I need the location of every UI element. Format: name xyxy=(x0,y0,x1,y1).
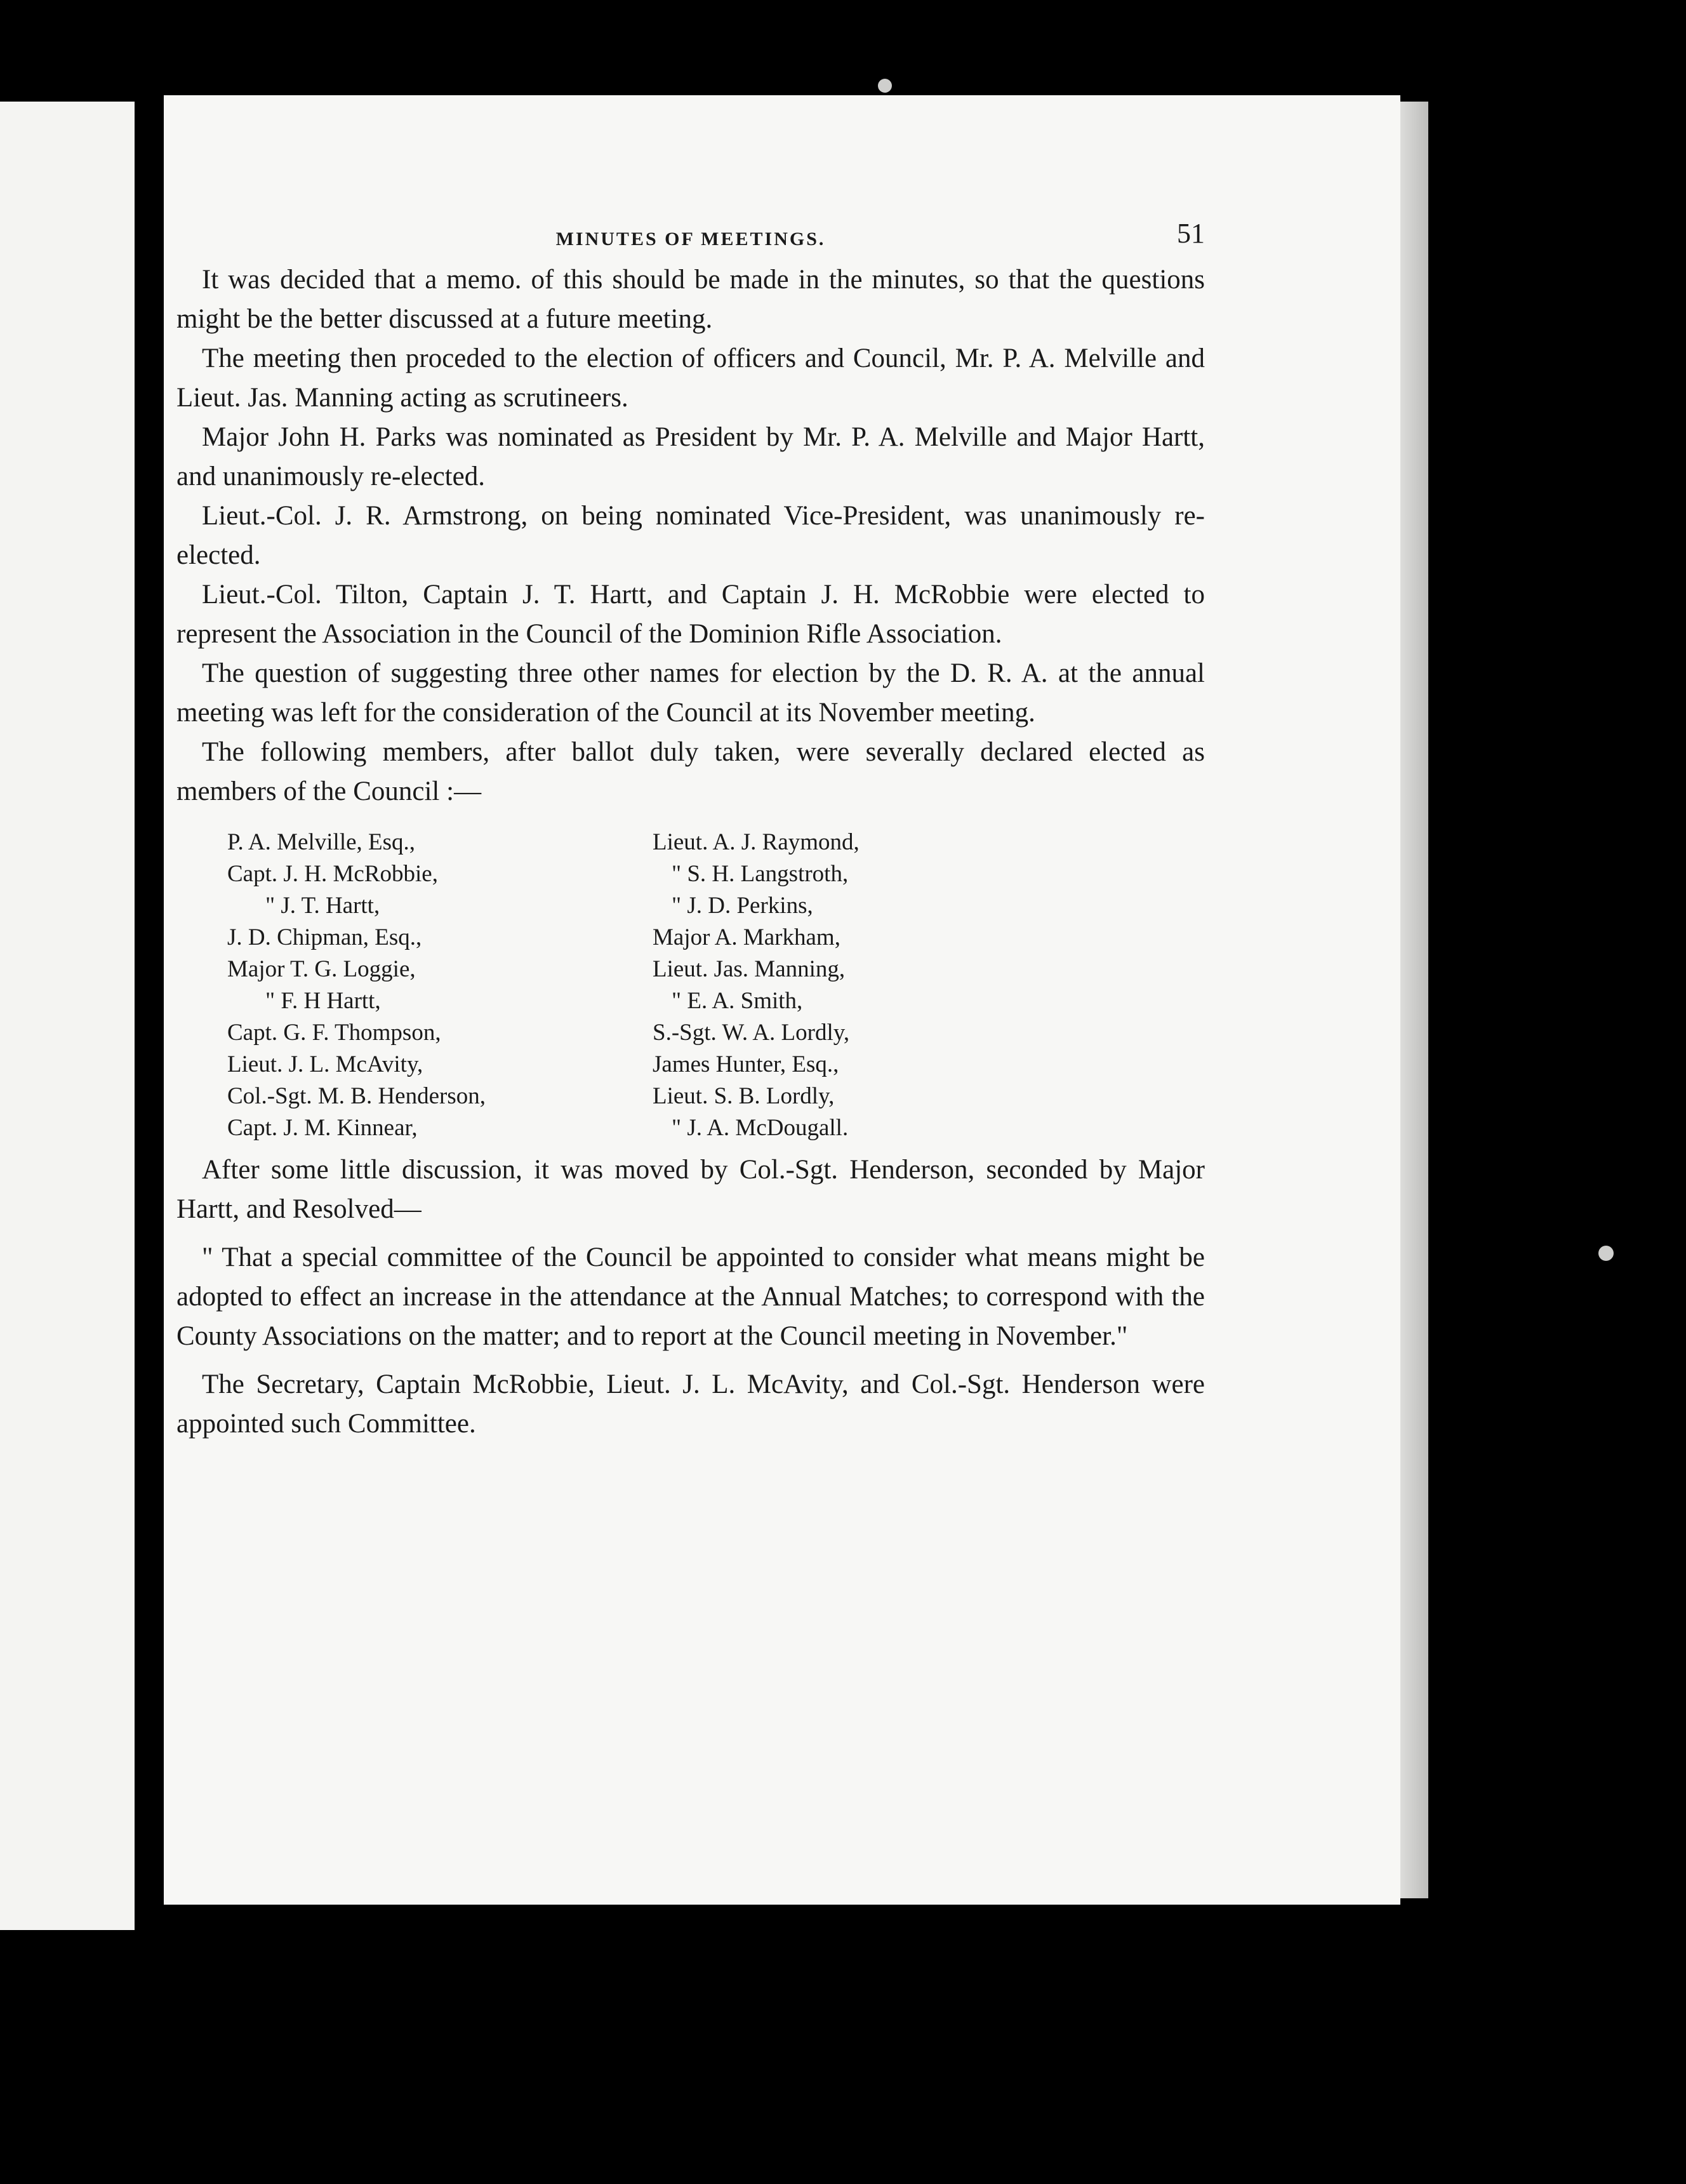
member-entry: S.-Sgt. W. A. Lordly, xyxy=(653,1020,850,1046)
paragraph: The question of suggesting three other names for election by the D. R. A. at the annual meeting was left for the consideration of the Council at its November meeting. xyxy=(176,658,1205,728)
member-entry: " F. H Hartt, xyxy=(265,988,381,1014)
member-entry: Lieut. Jas. Manning, xyxy=(653,956,846,982)
member-entry: " J. A. McDougall. xyxy=(672,1115,849,1141)
paragraph: The meeting then proceded to the election of officers and Council, Mr. P. A. Melville and Lieut. Jas. Manning acting as scrutineers. xyxy=(176,343,1205,413)
member-entry: Col.-Sgt. M. B. Henderson, xyxy=(227,1083,486,1109)
paragraph: Lieut.-Col. Tilton, Captain J. T. Hartt, and Captain J. H. McRobbie were elected to represent the Association in the Council of the Dominion Rifle Association. xyxy=(176,580,1205,649)
member-entry: " S. H. Langstroth, xyxy=(672,861,849,887)
resolution-quote: " That a special committee of the Council be appointed to consider what means might be adopted to effect an increase in the attendance at the Annual Matches; to correspond with the County Associations on the matter; and to report at the Council meeting in November." xyxy=(176,1242,1205,1351)
page-number: 51 xyxy=(1177,218,1205,249)
council-members-list xyxy=(176,827,1205,1144)
member-entry: Lieut. S. B. Lordly, xyxy=(653,1083,835,1109)
member-entry: Major A. Markham, xyxy=(653,924,840,950)
paragraph: It was decided that a memo. of this should be made in the minutes, so that the questions might be the better discussed at a future meeting. xyxy=(176,265,1205,334)
member-entry: P. A. Melville, Esq., xyxy=(227,829,416,855)
members-column-left xyxy=(176,827,653,1144)
running-head-title: MINUTES OF MEETINGS. xyxy=(555,229,826,250)
running-head xyxy=(176,210,1205,260)
member-entry: Capt. G. F. Thompson, xyxy=(227,1020,441,1046)
members-column-right xyxy=(653,827,1078,1144)
paragraph: Lieut.-Col. J. R. Armstrong, on being nominated Vice-President, was unanimously re-elected. xyxy=(176,501,1205,570)
paragraph: Major John H. Parks was nominated as President by Mr. P. A. Melville and Major Hartt, and unanimously re-elected. xyxy=(176,422,1205,491)
page-edge-shadow xyxy=(1400,102,1428,1898)
member-entry: Lieut. J. L. McAvity, xyxy=(227,1051,423,1077)
book-gutter xyxy=(135,102,142,1930)
dust-speck xyxy=(878,79,892,93)
member-entry: Capt. J. H. McRobbie, xyxy=(227,861,438,887)
paragraph: The following members, after ballot duly taken, were severally declared elected as members of the Council :— xyxy=(176,737,1205,806)
left-page-edge xyxy=(0,102,141,1930)
paragraph: After some little discussion, it was moved by Col.-Sgt. Henderson, seconded by Major Hartt, and Resolved— xyxy=(176,1155,1205,1224)
member-entry: Major T. G. Loggie, xyxy=(227,956,416,982)
member-entry: Capt. J. M. Kinnear, xyxy=(227,1115,418,1141)
member-entry: Lieut. A. J. Raymond, xyxy=(653,829,860,855)
page-content xyxy=(176,210,1205,1444)
paragraph: The Secretary, Captain McRobbie, Lieut. J. L. McAvity, and Col.-Sgt. Henderson were appointed such Committee. xyxy=(176,1369,1205,1439)
dust-speck xyxy=(1598,1246,1614,1261)
member-entry: " E. A. Smith, xyxy=(672,988,803,1014)
member-entry: " J. T. Hartt, xyxy=(265,893,380,919)
member-entry: " J. D. Perkins, xyxy=(672,893,813,919)
member-entry: James Hunter, Esq., xyxy=(653,1051,839,1077)
member-entry: J. D. Chipman, Esq., xyxy=(227,924,422,950)
